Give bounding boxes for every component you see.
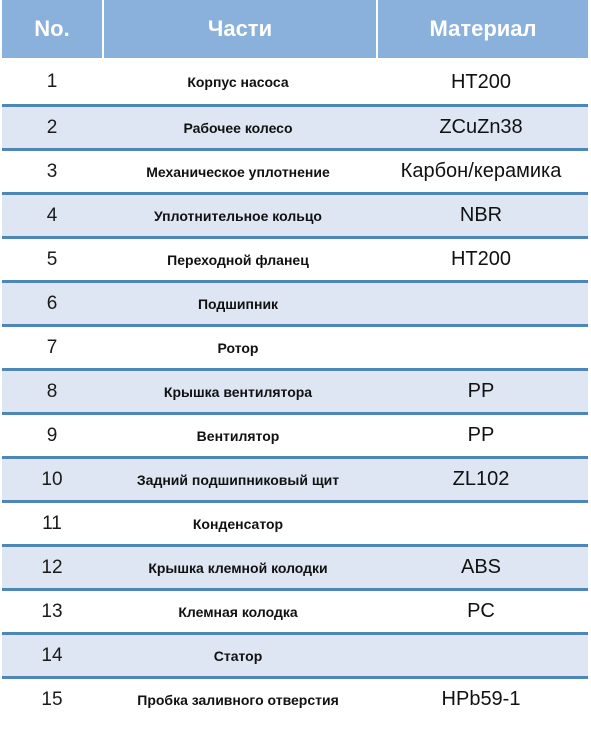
row-material [374, 283, 588, 324]
row-part: Конденсатор [192, 515, 284, 532]
table-row [2, 544, 588, 588]
table-row [2, 192, 588, 236]
row-no: 15 [41, 688, 63, 710]
row-no: 2 [46, 116, 58, 138]
row-material: Карбон/керамика [400, 160, 562, 182]
row-material [374, 327, 588, 368]
table-row [2, 60, 588, 104]
row-part: Подшипник [197, 295, 279, 312]
row-material: ZL102 [452, 468, 510, 490]
header-no: No. [2, 0, 102, 58]
row-material [374, 503, 588, 544]
row-part: Задний подшипниковый щит [136, 471, 340, 488]
table-row [2, 632, 588, 676]
table-row [2, 324, 588, 368]
row-part: Крышка клемной колодки [148, 559, 328, 576]
table-body [2, 60, 588, 720]
row-material: PC [467, 600, 495, 622]
row-no: 5 [46, 248, 58, 270]
row-material: PP [467, 380, 495, 402]
row-part: Пробка заливного отверстия [137, 691, 339, 708]
row-material: ZCuZn38 [439, 116, 523, 138]
row-material: HPb59-1 [441, 688, 521, 710]
row-no: 7 [46, 336, 58, 358]
table-row [2, 236, 588, 280]
row-no: 13 [41, 600, 63, 622]
row-part: Переходной фланец [167, 251, 309, 268]
row-material: NBR [459, 204, 503, 226]
table-row [2, 148, 588, 192]
row-part: Рабочее колесо [183, 119, 293, 136]
row-no: 12 [41, 556, 63, 578]
row-material: HT200 [450, 248, 512, 270]
row-no: 1 [46, 71, 58, 92]
table-row [2, 676, 588, 720]
table-row [2, 500, 588, 544]
row-part: Корпус насоса [187, 74, 289, 90]
row-part: Уплотнительное кольцо [154, 207, 322, 224]
row-part: Крышка вентилятора [163, 383, 313, 400]
row-part: Клемная колодка [178, 603, 298, 620]
row-no: 6 [46, 292, 58, 314]
table-header [2, 0, 588, 58]
row-material: PP [467, 424, 495, 446]
row-no: 3 [46, 160, 58, 182]
row-part: Вентилятор [196, 427, 280, 444]
row-no: 14 [41, 644, 63, 666]
table-row [2, 104, 588, 148]
row-part: Механическое уплотнение [146, 163, 330, 180]
row-no: 4 [46, 204, 58, 226]
row-part: Статор [213, 647, 263, 664]
table-row [2, 368, 588, 412]
row-material: HT200 [450, 70, 512, 93]
row-no: 9 [46, 424, 58, 446]
row-no: 10 [41, 468, 63, 490]
table-row [2, 280, 588, 324]
table-row [2, 588, 588, 632]
header-material: Материал [378, 0, 588, 58]
table-row [2, 412, 588, 456]
row-material [374, 635, 588, 676]
table-row [2, 456, 588, 500]
row-no: 8 [46, 380, 58, 402]
row-material: ABS [460, 556, 502, 578]
row-no: 11 [42, 512, 62, 534]
row-part: Ротор [217, 339, 259, 356]
header-part: Части [104, 0, 376, 58]
